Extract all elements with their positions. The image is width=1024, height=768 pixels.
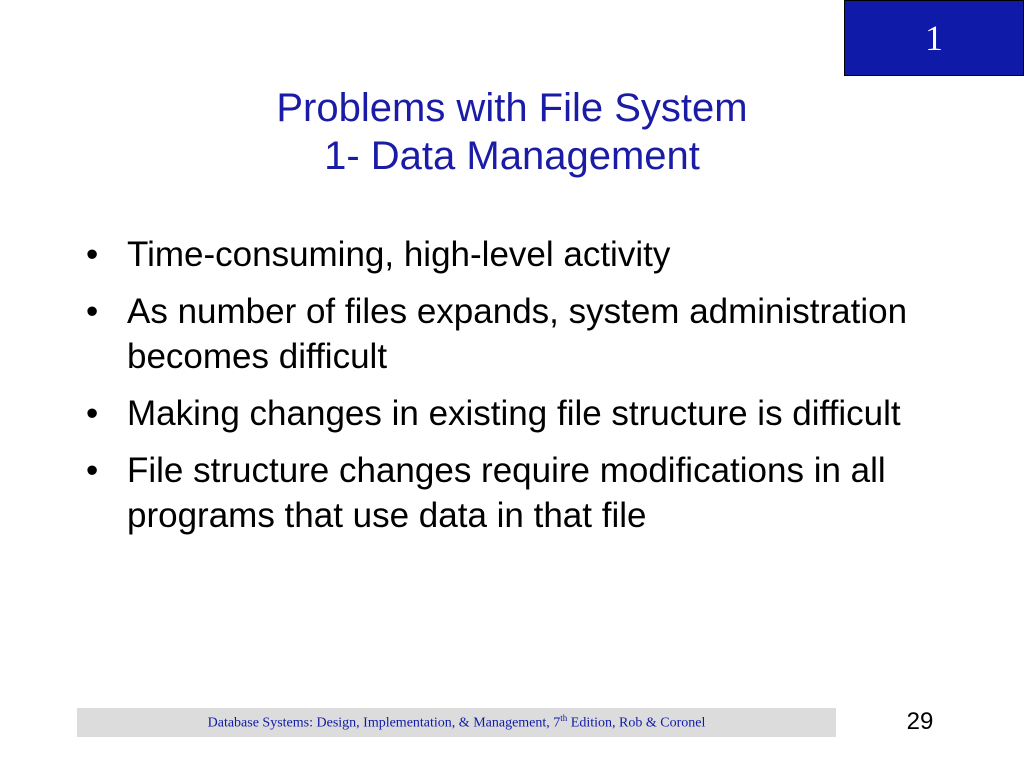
bullet-icon: • — [86, 235, 99, 274]
bullet-icon: • — [86, 451, 99, 490]
bullet-list — [86, 232, 916, 550]
chapter-badge — [844, 0, 1024, 76]
slide-title — [0, 84, 1024, 180]
title-line-2: 1- Data Management — [324, 134, 700, 178]
list-item — [86, 448, 916, 538]
bullet-icon: • — [86, 394, 99, 433]
title-line-1: Problems with File System — [276, 86, 748, 130]
chapter-number: 1 — [925, 18, 943, 58]
list-item — [86, 289, 916, 379]
footer-text-end: Edition, Rob & Coronel — [567, 715, 706, 731]
bullet-text: As number of files expands, system administration becomes difficult — [127, 292, 908, 376]
bullet-text: Time-consuming, high-level activity — [127, 235, 671, 274]
footer-superscript: th — [560, 713, 568, 724]
footer-text-main: Database Systems: Design, Implementation, & Management, 7 — [207, 715, 561, 731]
bullet-text: Making changes in existing file structure is difficult — [127, 394, 901, 433]
bullet-text: File structure changes require modifications in all programs that use data in that file — [127, 451, 886, 535]
bullet-icon: • — [86, 292, 99, 331]
page-number: 29 — [906, 708, 934, 735]
list-item — [86, 232, 916, 277]
list-item — [86, 391, 916, 436]
footer-citation-bar — [77, 708, 836, 737]
footer-citation — [208, 713, 706, 732]
